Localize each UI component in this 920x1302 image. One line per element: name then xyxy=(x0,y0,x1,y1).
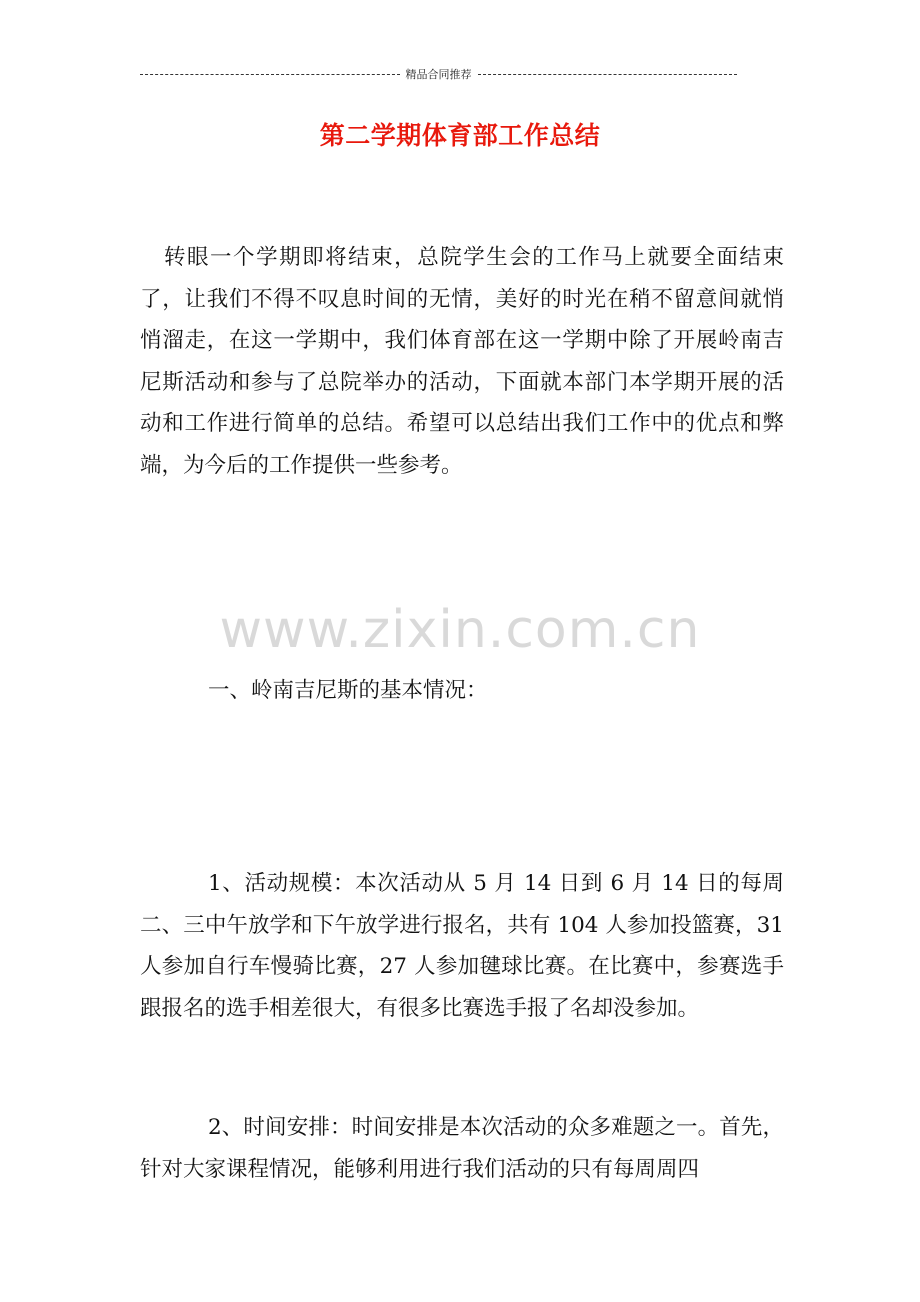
header-dash-left xyxy=(140,74,400,75)
item-2-paragraph: 2、时间安排：时间安排是本次活动的众多难题之一。首先，针对大家课程情况，能够利用进行我们活动的只有每周周四 xyxy=(140,1115,784,1182)
item-1-paragraph: 1、活动规模：本次活动从 5 月 14 日到 6 月 14 日的每周二、三中午放学和下午放学进行报名，共有 104 人参加投篮赛，31 人参加自行车慢骑比赛，27 人参加毽球比赛。在比赛中，参赛选手跟报名的选手相差很大，有很多比赛选手报了名却没参加。 xyxy=(140,871,784,1021)
section-heading: 一、岭南吉尼斯的基本情况： xyxy=(208,678,488,703)
watermark: www.zixin.com.cn xyxy=(219,600,701,660)
header-rule xyxy=(140,67,737,81)
intro-paragraph: 转眼一个学期即将结束，总院学生会的工作马上就要全面结束了，让我们不得不叹息时间的无情，美好的时光在稍不留意间就悄悄溜走，在这一学期中，我们体育部在这一学期中除了开展岭南吉尼斯活动和参与了总院举办的活动，下面就本部门本学期开展的活动和工作进行简单的总结。希望可以总结出我们工作中的优点和弊端，为今后的工作提供一些参考。 xyxy=(140,245,784,478)
header-dash-right xyxy=(478,74,738,75)
document-title: 第二学期体育部工作总结 xyxy=(319,121,601,150)
header-label: 精品合同推荐 xyxy=(405,68,472,81)
